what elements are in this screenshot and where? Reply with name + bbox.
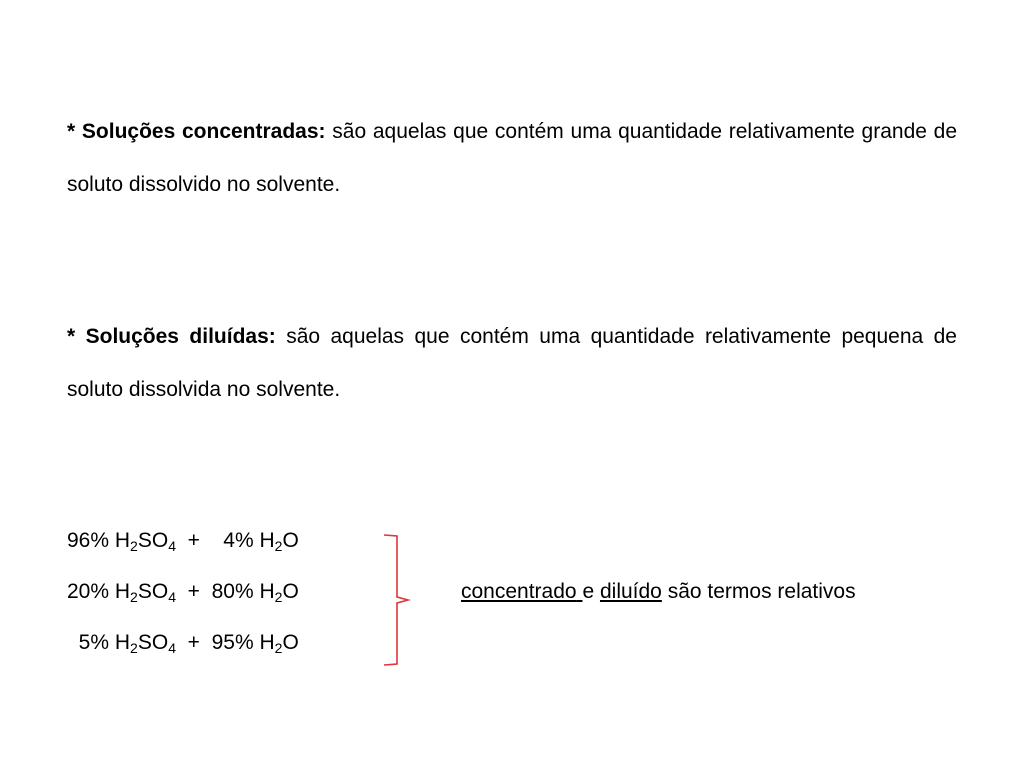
concentrated-text: são aquelas que contém uma quantidade relativamente grande de soluto dissolvido no solvente. bbox=[67, 120, 958, 196]
relative-terms-text: são termos relativos bbox=[667, 580, 856, 603]
right-brace-icon bbox=[380, 533, 416, 667]
mixture-row-3: 5% $H_2SO_4 + 95\%$ $H_2O$ bbox=[78, 631, 299, 656]
diluted-term: * Soluções diluídas: bbox=[67, 325, 276, 348]
diluido-word: diluído bbox=[599, 580, 662, 603]
concentrado-word: concentrado bbox=[461, 580, 577, 603]
diluted-text: são aquelas que contém uma quantidade relativamente pequena de soluto dissolvida no solvente. bbox=[67, 325, 957, 401]
concentrated-definition bbox=[67, 105, 957, 211]
mixture-row-2: 20% $H_2SO_4 + 80\%$ $H_2O$ bbox=[67, 580, 299, 605]
mixture-row-1: 96% $H_2SO_4$ + 4% $H_2O$ bbox=[67, 529, 299, 554]
relative-terms-note: concentrado e diluído são termos relativos bbox=[461, 580, 856, 603]
diluted-definition bbox=[67, 310, 957, 416]
concentrated-term: * Soluções concentradas: bbox=[67, 120, 326, 143]
